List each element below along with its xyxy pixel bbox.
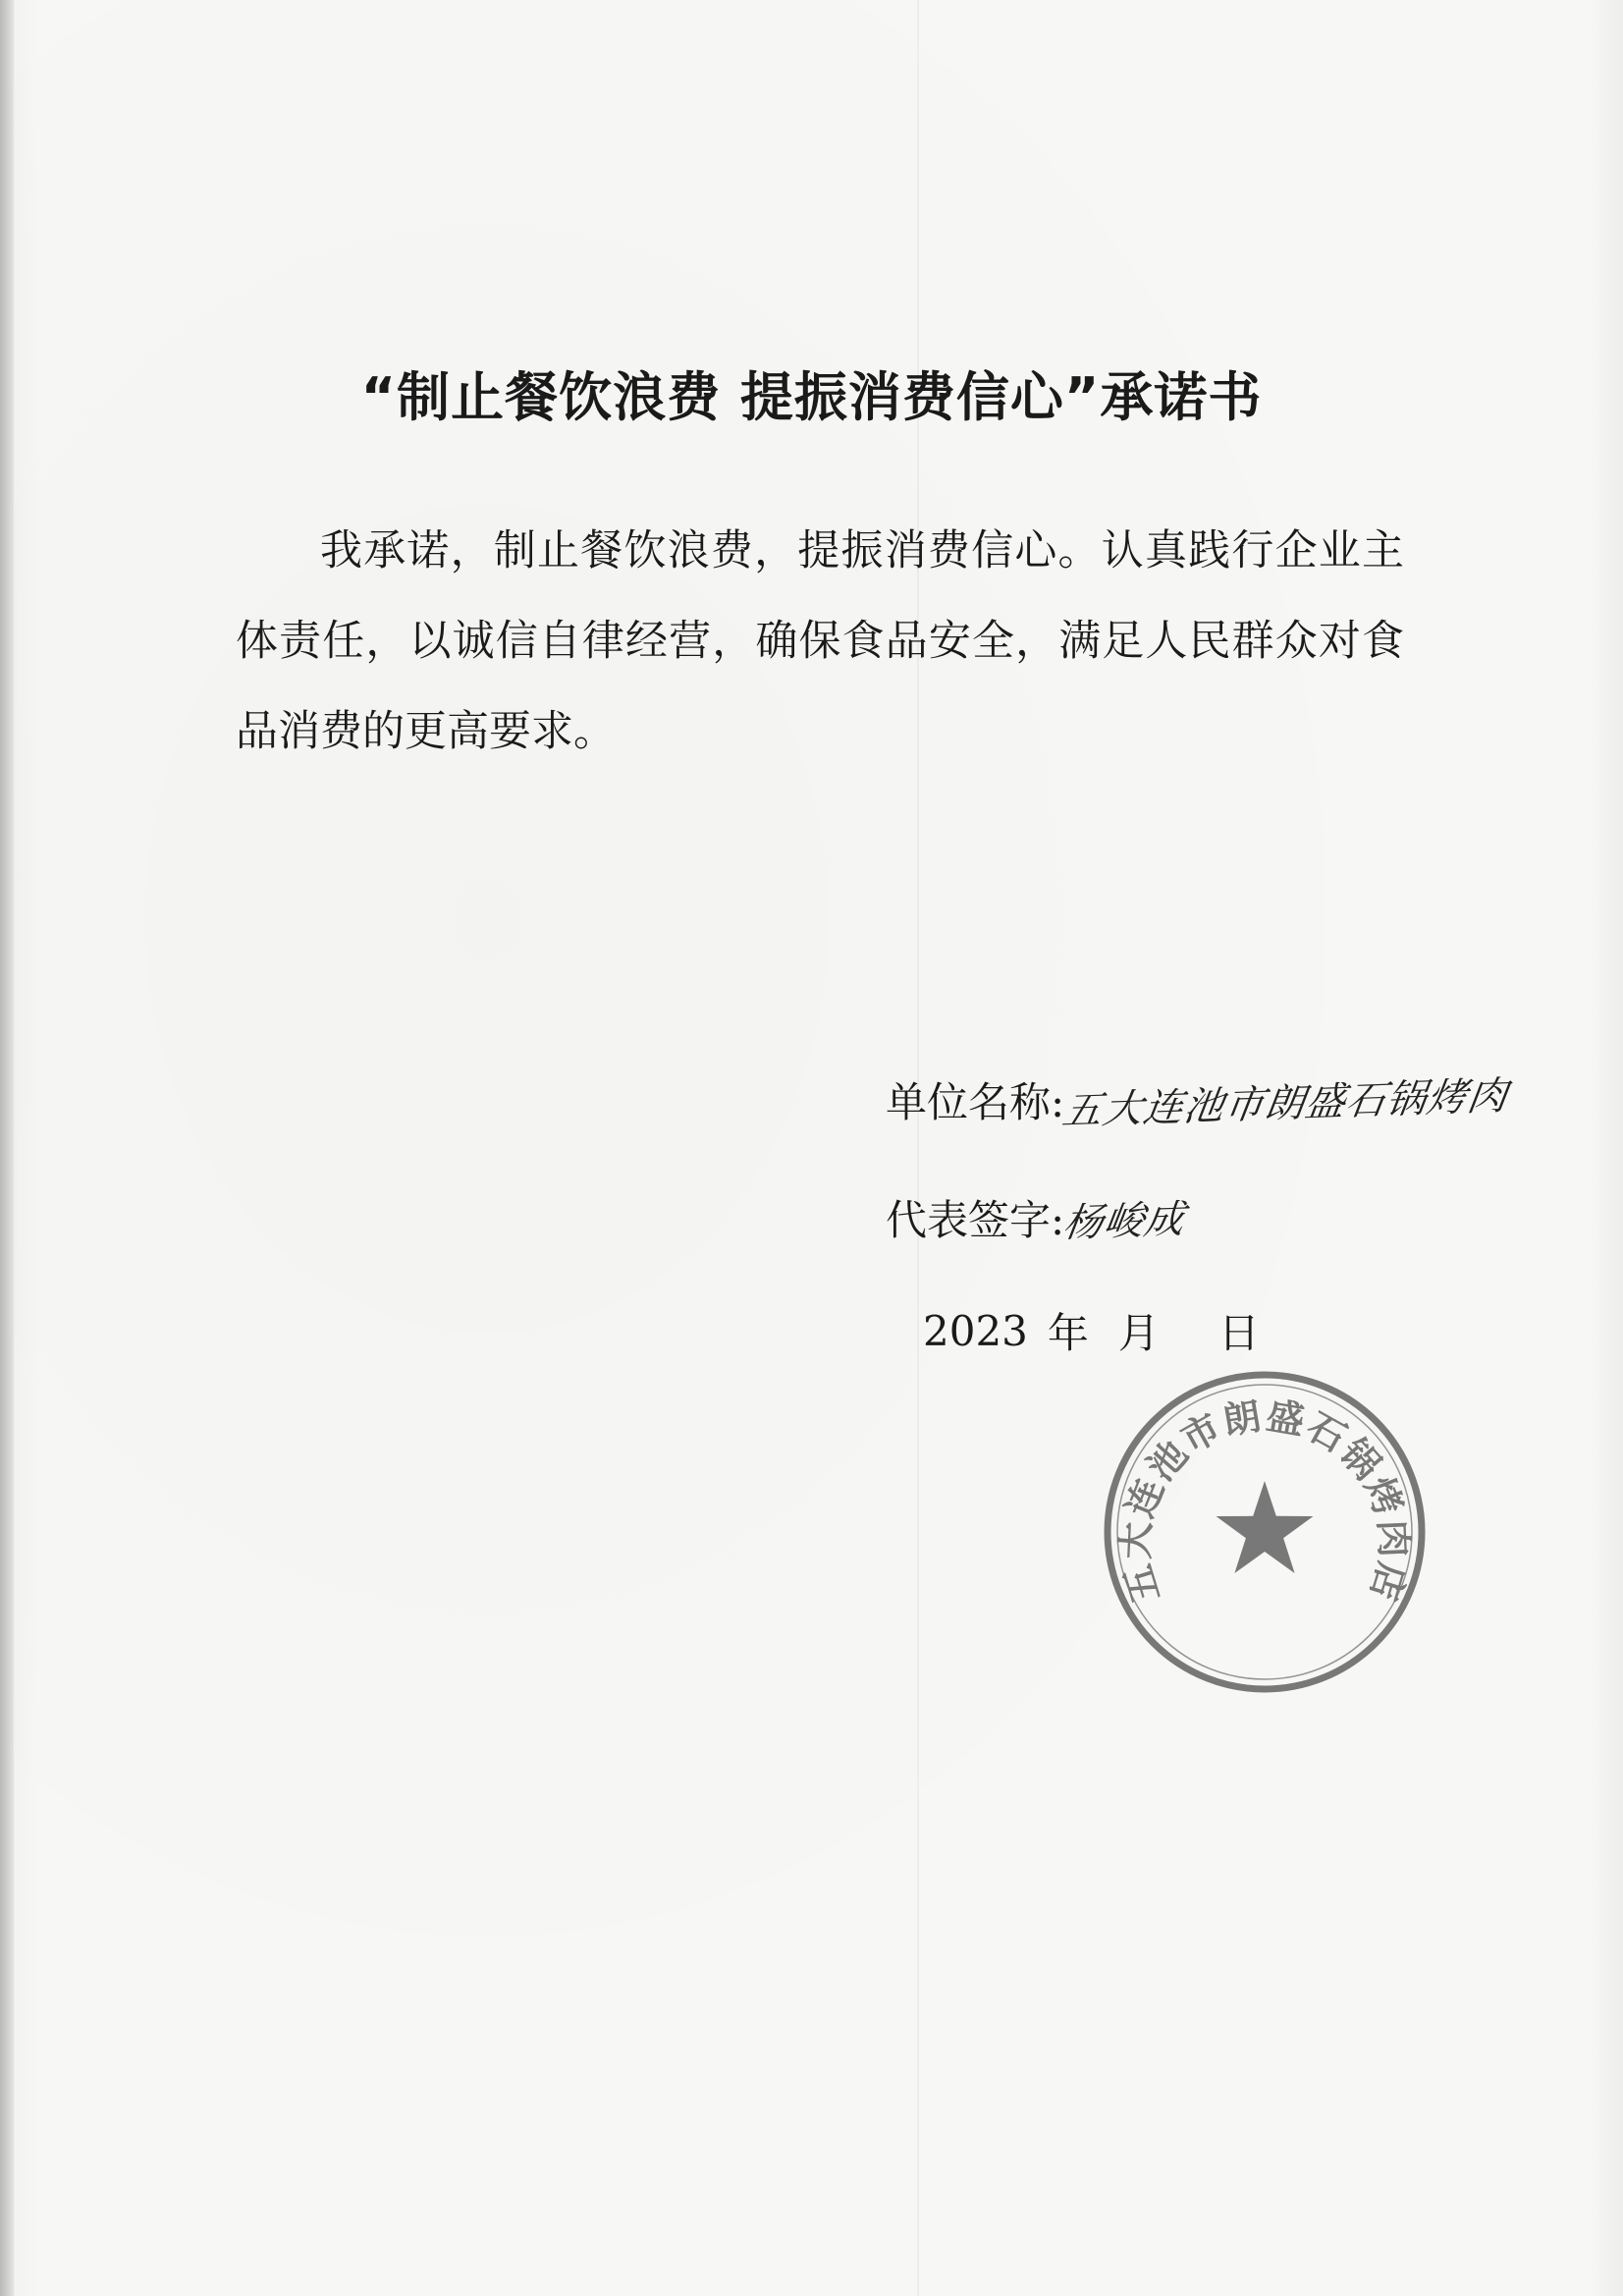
representative-signature-line: [886, 1188, 1189, 1247]
date-month-unit: 月: [1117, 1309, 1160, 1357]
unit-name-handwritten: 五大连池市朗盛石锅烤肉: [1059, 1072, 1512, 1134]
representative-signature: 杨峻成: [1060, 1196, 1189, 1246]
document-title: “制止餐饮浪费 提振消费信心”承诺书: [360, 366, 1263, 428]
seal-text: 五大连池市朗盛石锅烤肉店: [1113, 1394, 1416, 1609]
unit-name-label: 单位名称:: [886, 1078, 1065, 1126]
date-day-unit: 日: [1217, 1309, 1260, 1357]
date-year-unit: 年: [1047, 1309, 1089, 1357]
unit-name-line: [886, 1070, 1512, 1134]
scan-edge-shadow: [0, 0, 14, 2296]
date-line: [923, 1301, 1260, 1360]
representative-label: 代表签字:: [886, 1196, 1065, 1244]
date-year: 2023: [923, 1306, 1028, 1355]
star-icon: [1217, 1481, 1314, 1573]
company-seal: [1098, 1365, 1432, 1699]
pledge-body: 我承诺，制止餐饮浪费，提振消费信心。认真践行企业主体责任，以诚信自律经营，确保食品安全，满足人民群众对食品消费的更高要求。: [236, 526, 1404, 756]
paper-fold-line: [917, 0, 919, 2296]
